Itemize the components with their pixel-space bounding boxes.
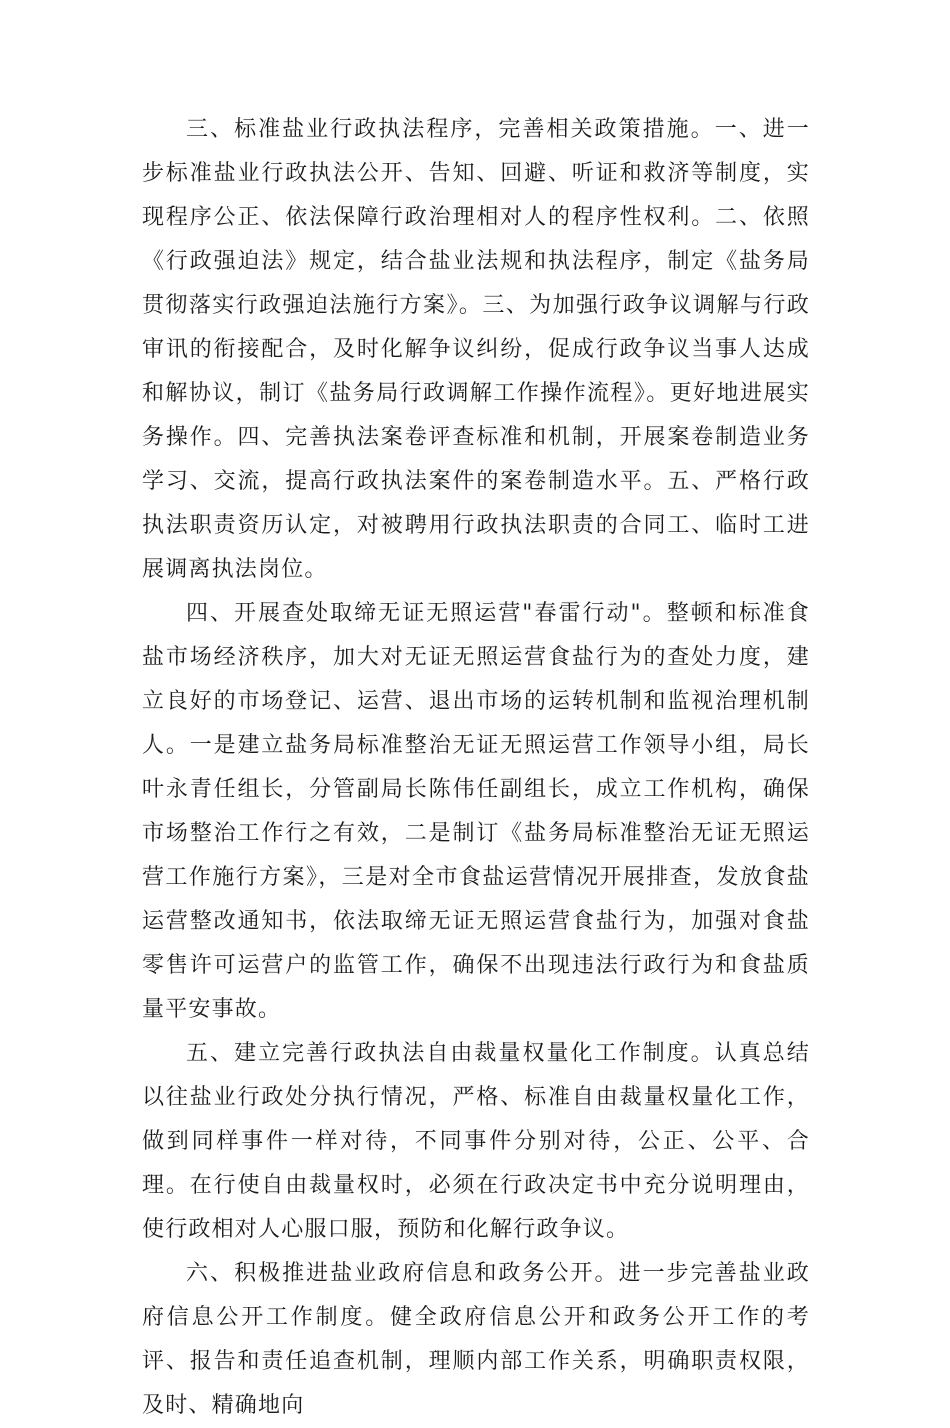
paragraph-section-4: 四、开展查处取缔无证无照运营"春雷行动"。整顿和标准食盐市场经济秩序，加大对无证无照运营食盐行为的查处力度，建立良好的市场登记、运营、退出市场的运转机制和监视治理机制人。一是建立盐务局标准整治无证无照运营工作领导小组，局长叶永青任组长，分管副局长陈伟任副组长，成立工作机构，确保市场整治工作行之有效，二是制订《盐务局标准整治无证无照运营工作施行方案》，三是对全市食盐运营情况开展排查，发放食盐运营整改通知书，依法取缔无证无照运营食盐行为，加强对食盐零售许可运营户的监管工作，确保不出现违法行政行为和食盐质量平安事故。	[142, 601, 810, 1022]
paragraph-section-3: 三、标准盐业行政执法程序，完善相关政策措施。一、进一步标准盐业行政执法公开、告知、回避、听证和救济等制度，实现程序公正、依法保障行政治理相对人的程序性权利。二、依照《行政强迫法》规定，结合盐业法规和执法程序，制定《盐务局贯彻落实行政强迫法施行方案》。三、为加强行政争议调解与行政审讯的衔接配合，及时化解争议纠纷，促成行政争议当事人达成和解协议，制订《盐务局行政调解工作操作流程》。更好地进展实务操作。四、完善执法案卷评查标准和机制，开展案卷制造业务学习、交流，提高行政执法案件的案卷制造水平。五、严格行政执法职责资历认定，对被聘用行政执法职责的合同工、临时工进展调离执法岗位。	[142, 117, 810, 582]
paragraph-section-6: 六、积极推进盐业政府信息和政务公开。进一步完善盐业政府信息公开工作制度。健全政府信息公开和政务公开工作的考评、报告和责任追查机制，理顺内部工作关系，明确职责权限，及时、精确地向	[142, 1261, 810, 1418]
document-body	[142, 108, 810, 1428]
paragraph-section-5: 五、建立完善行政执法自由裁量权量化工作制度。认真总结以往盐业行政处分执行情况，严格、标准自由裁量权量化工作，做到同样事件一样对待，不同事件分别对待，公正、公平、合理。在行使自由裁量权时，必须在行政决定书中充分说明理由，使行政相对人心服口服，预防和化解行政争议。	[142, 1041, 810, 1242]
